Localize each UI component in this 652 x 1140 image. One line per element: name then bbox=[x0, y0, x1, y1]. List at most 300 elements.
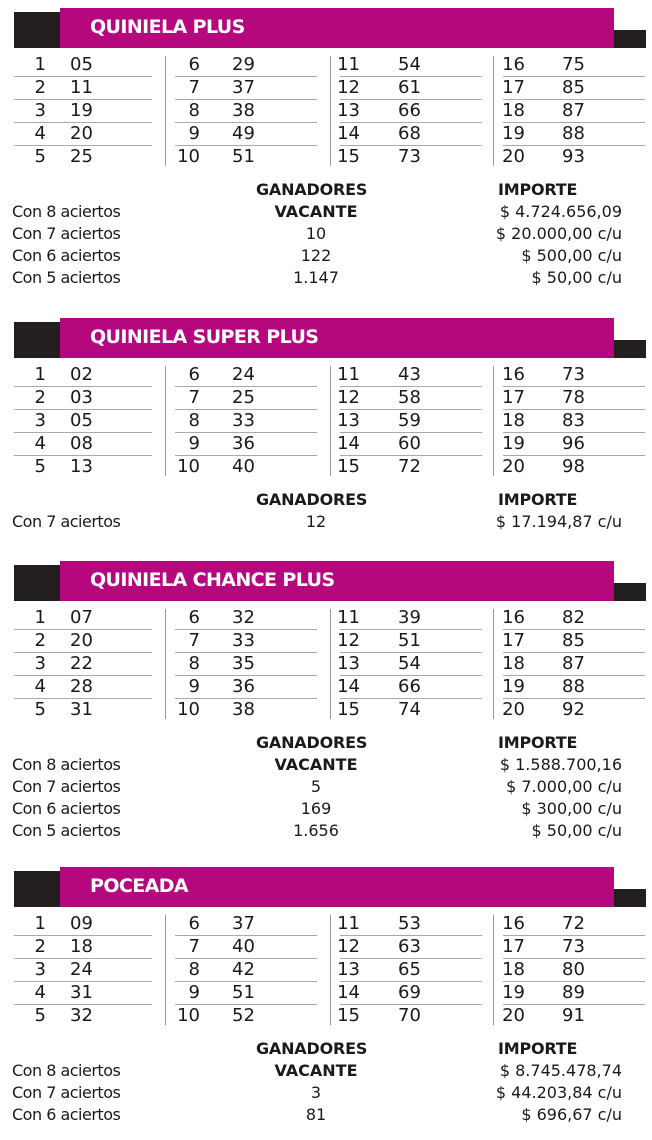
number-row bbox=[503, 936, 645, 959]
number-row bbox=[14, 913, 152, 936]
hits-label: Con 7 aciertos bbox=[12, 512, 121, 531]
winners-count: 81 bbox=[305, 1105, 327, 1124]
column-divider bbox=[493, 609, 494, 719]
header-block-right bbox=[614, 889, 646, 907]
draw-position: 15 bbox=[337, 1005, 360, 1026]
draw-position: 2 bbox=[34, 936, 46, 957]
prize-row bbox=[0, 777, 652, 799]
winners-count: 10 bbox=[305, 224, 327, 243]
header-block-left bbox=[14, 871, 64, 907]
numbers-column bbox=[14, 607, 152, 721]
number-row bbox=[175, 123, 317, 146]
number-row bbox=[175, 433, 317, 456]
drawn-number: 02 bbox=[70, 364, 93, 385]
draw-position: 6 bbox=[188, 54, 200, 75]
winners-header: GANADORES bbox=[256, 180, 368, 199]
hits-label: Con 6 aciertos bbox=[12, 246, 121, 265]
prize-amount: $ 300,00 c/u bbox=[521, 799, 622, 818]
header-block-left bbox=[14, 322, 64, 358]
draw-position: 7 bbox=[188, 387, 200, 408]
number-row bbox=[337, 630, 482, 653]
numbers-column bbox=[175, 54, 317, 168]
drawn-number: 87 bbox=[562, 653, 585, 674]
drawn-number: 72 bbox=[562, 913, 585, 934]
number-row bbox=[337, 1005, 482, 1027]
column-divider bbox=[493, 56, 494, 166]
number-row bbox=[14, 982, 152, 1005]
number-row bbox=[175, 410, 317, 433]
number-row bbox=[14, 387, 152, 410]
number-row bbox=[503, 456, 645, 478]
drawn-number: 61 bbox=[398, 77, 421, 98]
draw-position: 15 bbox=[337, 456, 360, 477]
draw-position: 12 bbox=[337, 630, 360, 651]
number-row bbox=[175, 100, 317, 123]
drawn-number: 29 bbox=[232, 54, 255, 75]
drawn-number: 25 bbox=[70, 146, 93, 167]
column-divider bbox=[493, 915, 494, 1025]
number-row bbox=[14, 433, 152, 456]
winners-count: 1.656 bbox=[293, 821, 339, 840]
drawn-number: 25 bbox=[232, 387, 255, 408]
number-row bbox=[337, 123, 482, 146]
draw-position: 6 bbox=[188, 364, 200, 385]
draw-position: 11 bbox=[337, 913, 360, 934]
number-row bbox=[175, 1005, 317, 1027]
number-row bbox=[503, 676, 645, 699]
numbers-column bbox=[503, 364, 645, 478]
numbers-column bbox=[503, 54, 645, 168]
hits-label: Con 6 aciertos bbox=[12, 1105, 121, 1124]
draw-position: 19 bbox=[502, 676, 525, 697]
number-row bbox=[175, 982, 317, 1005]
draw-position: 3 bbox=[34, 100, 46, 121]
number-row bbox=[337, 607, 482, 630]
drawn-number: 36 bbox=[232, 676, 255, 697]
amount-header: IMPORTE bbox=[498, 733, 578, 752]
drawn-number: 38 bbox=[232, 100, 255, 121]
drawn-number: 88 bbox=[562, 123, 585, 144]
draw-position: 12 bbox=[337, 387, 360, 408]
drawn-number: 54 bbox=[398, 54, 421, 75]
drawn-number: 33 bbox=[232, 410, 255, 431]
drawn-number: 09 bbox=[70, 913, 93, 934]
number-row bbox=[503, 653, 645, 676]
drawn-number: 24 bbox=[232, 364, 255, 385]
drawn-number: 13 bbox=[70, 456, 93, 477]
drawn-number: 11 bbox=[70, 77, 93, 98]
draw-position: 1 bbox=[34, 607, 46, 628]
numbers-grid bbox=[0, 364, 652, 480]
drawn-number: 37 bbox=[232, 913, 255, 934]
number-row bbox=[503, 54, 645, 77]
drawn-number: 05 bbox=[70, 410, 93, 431]
drawn-number: 91 bbox=[562, 1005, 585, 1026]
drawn-number: 82 bbox=[562, 607, 585, 628]
draw-position: 6 bbox=[188, 913, 200, 934]
drawn-number: 75 bbox=[562, 54, 585, 75]
winners-count: 169 bbox=[300, 799, 332, 818]
column-divider bbox=[165, 915, 166, 1025]
draw-position: 13 bbox=[337, 100, 360, 121]
draw-position: 3 bbox=[34, 410, 46, 431]
draw-position: 10 bbox=[177, 146, 200, 167]
draw-position: 15 bbox=[337, 146, 360, 167]
numbers-column bbox=[175, 364, 317, 478]
drawn-number: 51 bbox=[398, 630, 421, 651]
section-title: QUINIELA SUPER PLUS bbox=[90, 326, 319, 348]
number-row bbox=[337, 676, 482, 699]
prize-amount: $ 500,00 c/u bbox=[521, 246, 622, 265]
drawn-number: 73 bbox=[398, 146, 421, 167]
number-row bbox=[337, 364, 482, 387]
prize-row bbox=[0, 1083, 652, 1105]
number-row bbox=[337, 913, 482, 936]
number-row bbox=[175, 913, 317, 936]
drawn-number: 37 bbox=[232, 77, 255, 98]
drawn-number: 03 bbox=[70, 387, 93, 408]
hits-label: Con 8 aciertos bbox=[12, 755, 121, 774]
winners-count: VACANTE bbox=[274, 202, 358, 221]
section-header-band bbox=[14, 8, 646, 48]
drawn-number: 69 bbox=[398, 982, 421, 1003]
draw-position: 17 bbox=[502, 77, 525, 98]
numbers-column bbox=[14, 364, 152, 478]
drawn-number: 51 bbox=[232, 146, 255, 167]
drawn-number: 36 bbox=[232, 433, 255, 454]
number-row bbox=[14, 1005, 152, 1027]
draw-position: 8 bbox=[188, 100, 200, 121]
draw-position: 7 bbox=[188, 936, 200, 957]
prize-amount: $ 696,67 c/u bbox=[521, 1105, 622, 1124]
number-row bbox=[503, 387, 645, 410]
prize-amount: $ 50,00 c/u bbox=[531, 821, 622, 840]
prize-amount: $ 8.745.478,74 bbox=[499, 1061, 622, 1080]
drawn-number: 78 bbox=[562, 387, 585, 408]
drawn-number: 66 bbox=[398, 100, 421, 121]
number-row bbox=[503, 1005, 645, 1027]
number-row bbox=[175, 77, 317, 100]
drawn-number: 19 bbox=[70, 100, 93, 121]
draw-position: 4 bbox=[34, 676, 46, 697]
draw-position: 12 bbox=[337, 936, 360, 957]
drawn-number: 53 bbox=[398, 913, 421, 934]
number-row bbox=[175, 54, 317, 77]
draw-position: 2 bbox=[34, 630, 46, 651]
drawn-number: 40 bbox=[232, 456, 255, 477]
numbers-column bbox=[337, 607, 482, 721]
column-divider bbox=[330, 915, 331, 1025]
number-row bbox=[14, 676, 152, 699]
draw-position: 14 bbox=[337, 433, 360, 454]
header-block-right bbox=[614, 583, 646, 601]
number-row bbox=[14, 653, 152, 676]
drawn-number: 28 bbox=[70, 676, 93, 697]
number-row bbox=[337, 982, 482, 1005]
drawn-number: 88 bbox=[562, 676, 585, 697]
drawn-number: 24 bbox=[70, 959, 93, 980]
number-row bbox=[337, 959, 482, 982]
number-row bbox=[14, 146, 152, 168]
number-row bbox=[175, 456, 317, 478]
draw-position: 19 bbox=[502, 123, 525, 144]
number-row bbox=[175, 699, 317, 721]
draw-position: 18 bbox=[502, 410, 525, 431]
number-row bbox=[14, 123, 152, 146]
number-row bbox=[14, 100, 152, 123]
numbers-column bbox=[503, 607, 645, 721]
numbers-column bbox=[337, 54, 482, 168]
drawn-number: 85 bbox=[562, 77, 585, 98]
draw-position: 3 bbox=[34, 653, 46, 674]
draw-position: 5 bbox=[34, 699, 46, 720]
number-row bbox=[503, 410, 645, 433]
drawn-number: 96 bbox=[562, 433, 585, 454]
prize-amount: $ 1.588.700,16 bbox=[499, 755, 622, 774]
draw-position: 19 bbox=[502, 982, 525, 1003]
prize-row bbox=[0, 1061, 652, 1083]
draw-position: 16 bbox=[502, 607, 525, 628]
hits-label: Con 7 aciertos bbox=[12, 777, 121, 796]
drawn-number: 73 bbox=[562, 364, 585, 385]
number-row bbox=[337, 146, 482, 168]
numbers-grid bbox=[0, 913, 652, 1029]
number-row bbox=[14, 959, 152, 982]
draw-position: 8 bbox=[188, 410, 200, 431]
amount-header: IMPORTE bbox=[498, 490, 578, 509]
section-title: POCEADA bbox=[90, 875, 188, 897]
number-row bbox=[14, 607, 152, 630]
drawn-number: 80 bbox=[562, 959, 585, 980]
draw-position: 13 bbox=[337, 410, 360, 431]
winners-count: 3 bbox=[310, 1083, 322, 1102]
column-divider bbox=[330, 366, 331, 476]
number-row bbox=[337, 653, 482, 676]
amount-header: IMPORTE bbox=[498, 180, 578, 199]
draw-position: 17 bbox=[502, 630, 525, 651]
drawn-number: 85 bbox=[562, 630, 585, 651]
number-row bbox=[175, 630, 317, 653]
draw-position: 14 bbox=[337, 982, 360, 1003]
drawn-number: 66 bbox=[398, 676, 421, 697]
column-divider bbox=[330, 609, 331, 719]
number-row bbox=[14, 630, 152, 653]
draw-position: 5 bbox=[34, 146, 46, 167]
number-row bbox=[503, 607, 645, 630]
numbers-grid bbox=[0, 54, 652, 170]
draw-position: 14 bbox=[337, 123, 360, 144]
number-row bbox=[14, 54, 152, 77]
column-divider bbox=[165, 56, 166, 166]
draw-position: 17 bbox=[502, 387, 525, 408]
draw-position: 5 bbox=[34, 456, 46, 477]
draw-position: 8 bbox=[188, 653, 200, 674]
drawn-number: 65 bbox=[398, 959, 421, 980]
number-row bbox=[337, 77, 482, 100]
draw-position: 2 bbox=[34, 77, 46, 98]
number-row bbox=[337, 699, 482, 721]
prize-amount: $ 17.194,87 c/u bbox=[495, 512, 622, 531]
numbers-column bbox=[175, 913, 317, 1027]
drawn-number: 60 bbox=[398, 433, 421, 454]
drawn-number: 49 bbox=[232, 123, 255, 144]
drawn-number: 87 bbox=[562, 100, 585, 121]
number-row bbox=[337, 54, 482, 77]
drawn-number: 43 bbox=[398, 364, 421, 385]
draw-position: 18 bbox=[502, 100, 525, 121]
number-row bbox=[337, 410, 482, 433]
draw-position: 20 bbox=[502, 146, 525, 167]
prize-amount: $ 7.000,00 c/u bbox=[506, 777, 622, 796]
winners-count: 12 bbox=[305, 512, 327, 531]
drawn-number: 39 bbox=[398, 607, 421, 628]
draw-position: 7 bbox=[188, 630, 200, 651]
draw-position: 8 bbox=[188, 959, 200, 980]
draw-position: 9 bbox=[188, 123, 200, 144]
numbers-column bbox=[503, 913, 645, 1027]
draw-position: 16 bbox=[502, 54, 525, 75]
number-row bbox=[175, 653, 317, 676]
number-row bbox=[503, 959, 645, 982]
amount-header: IMPORTE bbox=[498, 1039, 578, 1058]
number-row bbox=[175, 146, 317, 168]
draw-position: 17 bbox=[502, 936, 525, 957]
section-header-band bbox=[14, 867, 646, 907]
prize-row bbox=[0, 799, 652, 821]
draw-position: 20 bbox=[502, 456, 525, 477]
number-row bbox=[503, 982, 645, 1005]
prize-row bbox=[0, 246, 652, 268]
drawn-number: 31 bbox=[70, 699, 93, 720]
section-title: QUINIELA PLUS bbox=[90, 16, 245, 38]
prize-amount: $ 20.000,00 c/u bbox=[495, 224, 622, 243]
section-header-band bbox=[14, 318, 646, 358]
drawn-number: 42 bbox=[232, 959, 255, 980]
header-block-left bbox=[14, 565, 64, 601]
prize-amount: $ 50,00 c/u bbox=[531, 268, 622, 287]
section-2 bbox=[0, 561, 652, 840]
drawn-number: 72 bbox=[398, 456, 421, 477]
number-row bbox=[175, 364, 317, 387]
number-row bbox=[175, 607, 317, 630]
drawn-number: 70 bbox=[398, 1005, 421, 1026]
number-row bbox=[14, 936, 152, 959]
drawn-number: 22 bbox=[70, 653, 93, 674]
prize-amount: $ 44.203,84 c/u bbox=[495, 1083, 622, 1102]
draw-position: 16 bbox=[502, 913, 525, 934]
number-row bbox=[503, 77, 645, 100]
winners-count: 1.147 bbox=[293, 268, 339, 287]
hits-label: Con 8 aciertos bbox=[12, 1061, 121, 1080]
draw-position: 19 bbox=[502, 433, 525, 454]
number-row bbox=[503, 364, 645, 387]
drawn-number: 35 bbox=[232, 653, 255, 674]
number-row bbox=[503, 630, 645, 653]
number-row bbox=[337, 433, 482, 456]
drawn-number: 92 bbox=[562, 699, 585, 720]
drawn-number: 93 bbox=[562, 146, 585, 167]
number-row bbox=[175, 936, 317, 959]
number-row bbox=[14, 699, 152, 721]
column-divider bbox=[165, 609, 166, 719]
drawn-number: 74 bbox=[398, 699, 421, 720]
draw-position: 13 bbox=[337, 959, 360, 980]
draw-position: 10 bbox=[177, 699, 200, 720]
column-divider bbox=[330, 56, 331, 166]
numbers-column bbox=[14, 913, 152, 1027]
drawn-number: 73 bbox=[562, 936, 585, 957]
draw-position: 3 bbox=[34, 959, 46, 980]
number-row bbox=[503, 699, 645, 721]
drawn-number: 83 bbox=[562, 410, 585, 431]
winners-count: VACANTE bbox=[274, 1061, 358, 1080]
draw-position: 12 bbox=[337, 77, 360, 98]
prize-row bbox=[0, 821, 652, 843]
winners-header: GANADORES bbox=[256, 490, 368, 509]
section-title: QUINIELA CHANCE PLUS bbox=[90, 569, 335, 591]
draw-position: 4 bbox=[34, 982, 46, 1003]
draw-position: 1 bbox=[34, 913, 46, 934]
drawn-number: 40 bbox=[232, 936, 255, 957]
drawn-number: 20 bbox=[70, 630, 93, 651]
draw-position: 10 bbox=[177, 1005, 200, 1026]
drawn-number: 20 bbox=[70, 123, 93, 144]
drawn-number: 38 bbox=[232, 699, 255, 720]
drawn-number: 98 bbox=[562, 456, 585, 477]
draw-position: 6 bbox=[188, 607, 200, 628]
prize-row bbox=[0, 512, 652, 534]
number-row bbox=[175, 959, 317, 982]
drawn-number: 05 bbox=[70, 54, 93, 75]
draw-position: 18 bbox=[502, 959, 525, 980]
drawn-number: 32 bbox=[70, 1005, 93, 1026]
draw-position: 11 bbox=[337, 54, 360, 75]
draw-position: 14 bbox=[337, 676, 360, 697]
prize-row bbox=[0, 202, 652, 224]
draw-position: 4 bbox=[34, 433, 46, 454]
number-row bbox=[337, 456, 482, 478]
drawn-number: 31 bbox=[70, 982, 93, 1003]
number-row bbox=[337, 100, 482, 123]
winners-count: 122 bbox=[300, 246, 332, 265]
draw-position: 9 bbox=[188, 433, 200, 454]
draw-position: 16 bbox=[502, 364, 525, 385]
header-block-left bbox=[14, 12, 64, 48]
number-row bbox=[175, 676, 317, 699]
number-row bbox=[503, 123, 645, 146]
draw-position: 9 bbox=[188, 676, 200, 697]
section-header-band bbox=[14, 561, 646, 601]
numbers-column bbox=[337, 364, 482, 478]
hits-label: Con 7 aciertos bbox=[12, 1083, 121, 1102]
draw-position: 11 bbox=[337, 607, 360, 628]
numbers-grid bbox=[0, 607, 652, 723]
winners-count: VACANTE bbox=[274, 755, 358, 774]
prize-row bbox=[0, 1105, 652, 1127]
section-0 bbox=[0, 8, 652, 287]
draw-position: 2 bbox=[34, 387, 46, 408]
draw-position: 10 bbox=[177, 456, 200, 477]
hits-label: Con 5 aciertos bbox=[12, 821, 121, 840]
number-row bbox=[14, 410, 152, 433]
section-1 bbox=[0, 318, 652, 588]
drawn-number: 18 bbox=[70, 936, 93, 957]
number-row bbox=[175, 387, 317, 410]
header-block-right bbox=[614, 30, 646, 48]
draw-position: 15 bbox=[337, 699, 360, 720]
prize-row bbox=[0, 224, 652, 246]
drawn-number: 59 bbox=[398, 410, 421, 431]
